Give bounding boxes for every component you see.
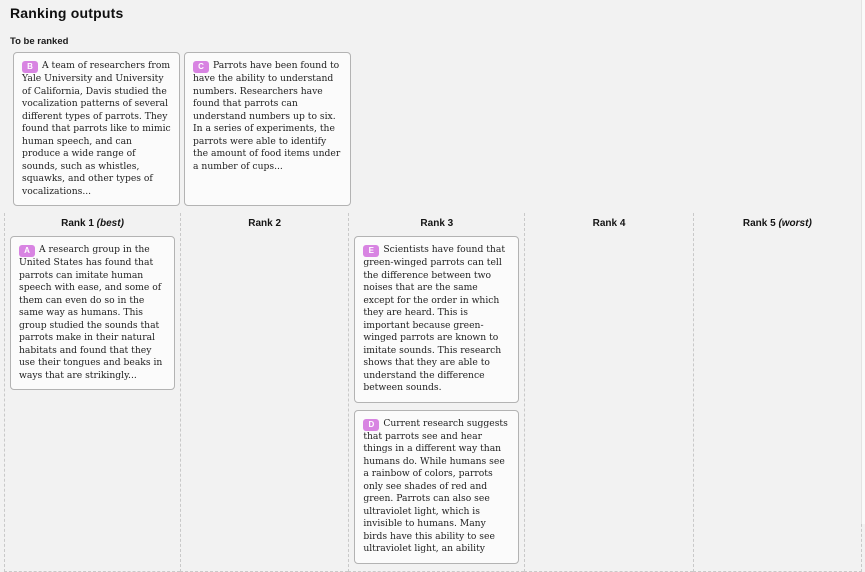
rank-label: Rank 4 — [592, 218, 626, 230]
card-text: A team of researchers from Yale University and University of California, Davis studied the vocalization patterns of several different types of parrots. They found that parrots like to mimic human speech, and can produce a wide range of sounds, such as whistles, squawks, and other types of vocalizations... — [22, 60, 171, 197]
rankable-card-B[interactable] — [13, 52, 180, 206]
rank-label: Rank 2 — [248, 218, 282, 230]
unranked-cards-row — [13, 52, 865, 206]
rankable-card-A[interactable] — [10, 236, 175, 390]
rank-4-dropzone[interactable] — [524, 213, 692, 572]
rankable-card-E[interactable] — [354, 236, 519, 403]
card-text: Scientists have found that green-winged parrots can tell the difference between two noises that are the same except for the order in which they are heard. This is important because green-winged parrots are known to imitate sounds. This research shows that they are able to understand the difference between sounds. — [363, 244, 506, 394]
scrollbar[interactable] — [861, 0, 865, 524]
rank-qualifier: (best) — [96, 218, 124, 230]
rank-2-dropzone[interactable] — [180, 213, 348, 572]
rank-1-header — [10, 213, 175, 236]
rank-4-header — [530, 213, 687, 236]
card-letter-badge: D — [363, 419, 379, 431]
rankable-card-D[interactable] — [354, 410, 519, 564]
card-letter-badge: C — [193, 61, 209, 73]
rank-1-dropzone[interactable] — [4, 213, 180, 572]
rank-columns — [4, 213, 862, 572]
to-be-ranked-label: To be ranked — [10, 36, 69, 47]
rankable-card-C[interactable] — [184, 52, 351, 206]
rank-label: Rank 3 — [420, 218, 454, 230]
rank-label: Rank 1 — [61, 218, 94, 230]
rank-label: Rank 5 — [742, 218, 776, 230]
rank-5-header — [699, 213, 856, 236]
rank-3-header — [354, 213, 519, 236]
rank-qualifier: (worst) — [778, 218, 812, 230]
rank-5-dropzone[interactable] — [693, 213, 862, 572]
card-text: Current research suggests that parrots see and hear things in a different way than humans do. While humans see a rainbow of colors, parrots only see shades of red and green. Parrots can also see ultraviolet light, which is invisible to humans. Many birds have this ability to see ultraviolet light, an ability — [363, 417, 508, 555]
card-letter-badge: E — [363, 245, 379, 257]
rank-3-dropzone[interactable] — [348, 213, 524, 572]
card-text: A research group in the United States has found that parrots can imitate human speech with ease, and some of them can even do so in the same way as humans. This group studied the sounds that parrots make in their natural habitats and found that they use their tongues and beaks in ways that are strikingly... — [19, 244, 163, 381]
card-text: Parrots have been found to have the ability to understand numbers. Researchers have found that parrots can understand numbers up to six. In a series of experiments, the parrots were able to identify the amount of food items under a number of cups... — [193, 60, 341, 172]
card-letter-badge: B — [22, 61, 38, 73]
card-letter-badge: A — [19, 245, 35, 257]
page-title: Ranking outputs — [10, 5, 124, 21]
rank-2-header — [186, 213, 343, 236]
